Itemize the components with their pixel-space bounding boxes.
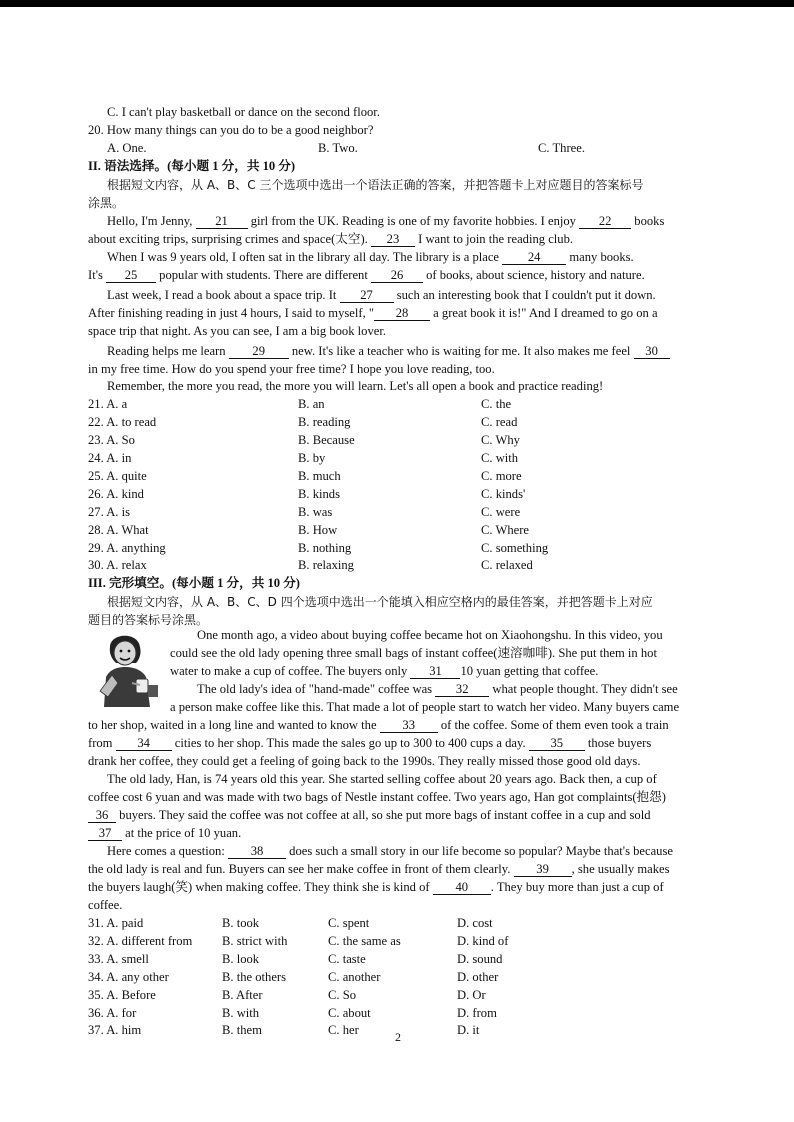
passage-line [107,213,664,229]
blank-30: 30 [634,344,670,359]
option: B. relaxing [298,558,354,572]
text: Hello, I'm Jenny, [107,214,196,228]
passage-line: One month ago, a video about buying coffee became hot on Xiaohongshu. In this video, you [197,628,663,642]
option: 21. A. a [88,397,128,411]
passage-line [88,305,658,321]
blank-28: 28 [374,306,430,321]
text: books [631,214,665,228]
passage-line [88,717,669,733]
passage-line [107,843,673,859]
q19-option-c: C. I can't play basketball or dance on the second floor. [107,105,380,119]
blank-26: 26 [371,268,423,283]
text: , she usually makes [571,862,670,876]
text: of the coffee. Some of them even took a train [437,718,669,732]
option: B. took [222,916,260,930]
option: D. sound [457,952,503,966]
text: water to make a cup of coffee. The buyers only [170,664,411,678]
option: B. Because [298,433,355,447]
passage-line [88,807,651,823]
option: 27. A. is [88,505,130,519]
option: B. nothing [298,541,352,555]
passage-line [88,735,651,751]
text: buyers. They said the coffee was not coffee at all, so she put more bags of instant coffee in a cup and sold [116,808,651,822]
text: a great book it is!" And I dreamed to go on a [430,306,658,320]
passage-line: Remember, the more you read, the more you will learn. Let's all open a book and practice reading! [107,379,604,393]
passage-line [107,249,634,265]
q20-option-a: A. One. [107,141,147,155]
option: B. kinds [298,487,340,501]
blank-27: 27 [340,288,394,303]
text: to her shop, waited in a long line and wanted to know the [88,718,380,732]
option: D. Or [457,988,486,1002]
section-iii-instructions-cont: 题目的答案标号涂黑。 [88,613,209,627]
passage-line: space trip that night. As you can see, I am a big book lover. [88,324,386,338]
option: 28. A. What [88,523,149,537]
blank-22: 22 [579,214,631,229]
option: 36. A. for [88,1006,137,1020]
passage-line [170,663,598,679]
q20-option-c: C. Three. [538,141,585,155]
option: B. strict with [222,934,288,948]
option: C. another [328,970,381,984]
option: B. the others [222,970,287,984]
blank-25: 25 [106,268,156,283]
option: B. much [298,469,341,483]
text: When I was 9 years old, I often sat in the library all day. The library is a place [107,250,503,264]
blank-24: 24 [502,250,566,265]
passage-line: coffee cost 6 yuan and was made with two bags of Nestle instant coffee. Two years ago, Han got complaints(抱怨) [88,790,666,804]
option: 32. A. different from [88,934,193,948]
text: does such a small story in our life become so popular? Maybe that's because [286,844,673,858]
option: B. look [222,952,260,966]
option: C. more [481,469,522,483]
text: Reading helps me learn [107,344,229,358]
option: D. cost [457,916,493,930]
option: C. Where [481,523,530,537]
passage-line [88,231,573,247]
text: cities to her shop. This made the sales go up to 300 to 400 cups a day. [171,736,529,750]
option: 26. A. kind [88,487,144,501]
option: 30. A. relax [88,558,147,572]
passage-line [88,861,670,877]
blank-31: 31 [410,664,460,679]
option: C. her [328,1023,359,1037]
option: B. After [222,988,263,1002]
option: C. the same as [328,934,401,948]
option: C. the [481,397,512,411]
blank-35: 35 [529,736,585,751]
text: what people thought. They didn't see [489,682,678,696]
passage-line: in my free time. How do you spend your free time? I hope you love reading, too. [88,362,495,376]
section-ii-title: II. 语法选择。(每小题 1 分，共 10 分) [88,159,296,173]
blank-37: 37 [88,826,122,841]
option: B. How [298,523,338,537]
option: C. were [481,505,521,519]
option: C. about [328,1006,371,1020]
option: 24. A. in [88,451,132,465]
text: of books, about science, history and nature. [422,268,645,282]
blank-29: 29 [229,344,289,359]
section-iii-instructions: 根据短文内容，从 A、B、C、D 四个选项中选出一个能填入相应空格内的最佳答案，并把答题卡上对应 [107,595,653,609]
option: C. taste [328,952,366,966]
option: C. spent [328,916,370,930]
text: those buyers [584,736,652,750]
blank-36: 36 [88,808,116,823]
text: popular with students. There are different [156,268,371,282]
option: 33. A. smell [88,952,149,966]
text: about exciting trips, surprising crimes and space(太空). [88,232,371,246]
option: B. with [222,1006,260,1020]
text: the buyers laugh(笑) when making coffee. They think she is kind of [88,880,433,894]
option: B. an [298,397,325,411]
option: D. other [457,970,499,984]
option: B. them [222,1023,262,1037]
option: D. from [457,1006,497,1020]
passage-line: a person make coffee like this. That made a lot of people start to watch her video. Many buyers came [170,700,680,714]
text: 10 yuan getting that coffee. [460,664,599,678]
blank-21: 21 [196,214,248,229]
text: Here comes a question: [107,844,228,858]
text: from [88,736,116,750]
text: . They buy more than just a cup of [490,880,664,894]
option: 34. A. any other [88,970,169,984]
option: C. Why [481,433,520,447]
passage-line: could see the old lady opening three small bags of instant coffee(速溶咖啡). She put them in hot [170,646,657,660]
passage-line [107,343,670,359]
text: at the price of 10 yuan. [122,826,242,840]
option: 23. A. So [88,433,135,447]
text: It's [88,268,107,282]
text: the old lady is real and fun. Buyers can see her make coffee in front of them clearly. [88,862,514,876]
passage-line [107,287,656,303]
scan-top-edge [0,0,794,7]
passage-line [88,825,241,841]
option: 35. A. Before [88,988,156,1002]
blank-32: 32 [435,682,489,697]
text: girl from the UK. Reading is one of my favorite hobbies. I enjoy [247,214,580,228]
blank-33: 33 [380,718,438,733]
text: such an interesting book that I couldn't put it down. [393,288,656,302]
text: new. It's like a teacher who is waiting for me. It also makes me feel [288,344,634,358]
option: D. kind of [457,934,509,948]
text: Last week, I read a book about a space trip. It [107,288,340,302]
q20-stem: 20. How many things can you do to be a good neighbor? [88,123,374,137]
option: C. kinds' [481,487,526,501]
passage-line: The old lady, Han, is 74 years old this year. She started selling coffee about 20 years ago. Back then, a cup of [107,772,657,786]
passage-line [88,879,664,895]
text: After finishing reading in just 4 hours, I said to myself, " [88,306,375,320]
passage-line: drank her coffee, they could get a feeling of going back to the 1990s. They really missed those good old days. [88,754,641,768]
blank-23: 23 [371,232,415,247]
option: 29. A. anything [88,541,166,555]
passage-line [88,267,645,283]
text: many books. [566,250,634,264]
option: C. with [481,451,519,465]
section-ii-instructions-cont: 涂黑。 [88,196,125,210]
option: 25. A. quite [88,469,147,483]
option: B. was [298,505,333,519]
option: 37. A. him [88,1023,142,1037]
blank-40: 40 [433,880,491,895]
old-lady-coffee-photo [92,627,164,707]
option: B. by [298,451,326,465]
option: D. it [457,1023,480,1037]
option: C. read [481,415,518,429]
section-ii-instructions: 根据短文内容，从 A、B、C 三个选项中选出一个语法正确的答案，并把答题卡上对应题目的答案标号 [107,178,644,192]
q20-option-b: B. Two. [318,141,358,155]
text: I want to join the reading club. [414,232,574,246]
passage-line: coffee. [88,898,123,912]
page-number: 2 [395,1030,401,1044]
option: B. reading [298,415,351,429]
option: 22. A. to read [88,415,157,429]
section-iii-title: III. 完形填空。(每小题 1 分，共 10 分) [88,576,300,590]
blank-38: 38 [228,844,286,859]
option: C. relaxed [481,558,533,572]
option: 31. A. paid [88,916,144,930]
blank-39: 39 [514,862,572,877]
blank-34: 34 [116,736,172,751]
text: The old lady's idea of "hand-made" coffee was [197,682,436,696]
option: C. So [328,988,356,1002]
passage-line [197,681,678,697]
option: C. something [481,541,549,555]
